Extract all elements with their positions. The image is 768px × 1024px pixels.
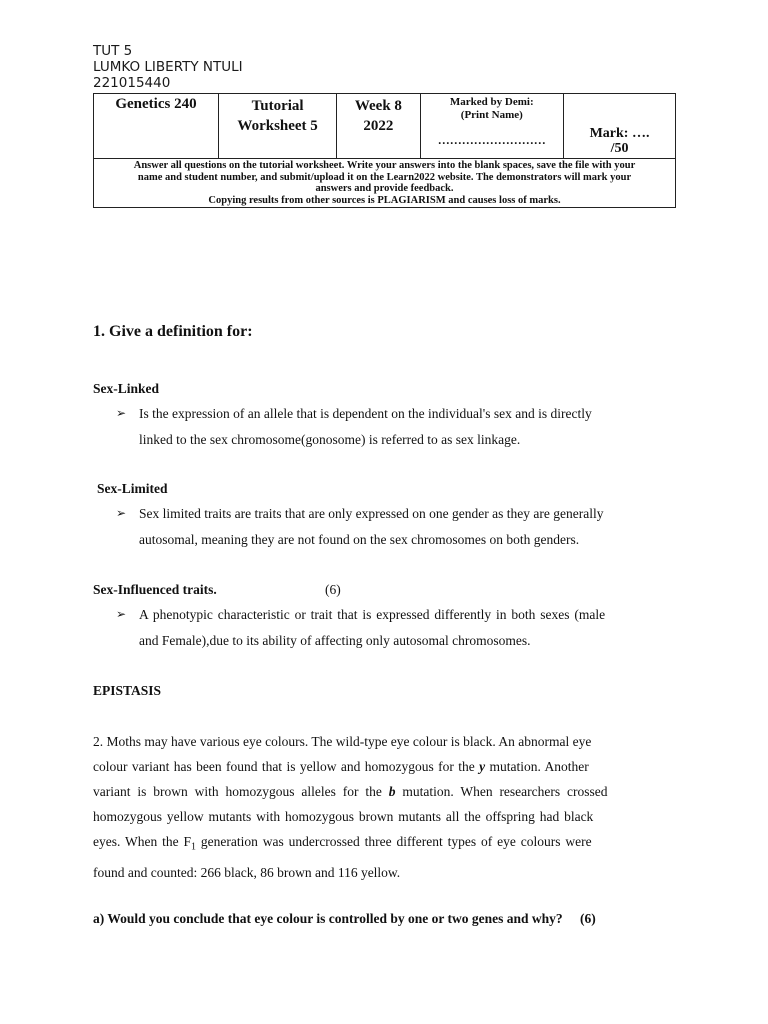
answer-line: linked to the sex chromosome(gonosome) is referred to as sex linkage. xyxy=(139,432,521,447)
marked-by-cell xyxy=(420,94,563,159)
worksheet-label: Worksheet 5 xyxy=(237,118,318,134)
tut-label: TUT 5 xyxy=(93,43,133,59)
mark-cell xyxy=(564,94,676,159)
question-1-marks: (6) xyxy=(325,582,341,597)
mark-label: Mark: …. xyxy=(589,126,650,141)
instructions-cell xyxy=(94,159,676,208)
week-label: Week 8 xyxy=(354,98,402,114)
term-sex-limited: Sex-Limited xyxy=(97,481,168,496)
week-cell xyxy=(337,94,420,159)
q2-line: homozygous yellow mutants with homozygous brown mutants all the offspring had black xyxy=(93,809,594,824)
answer-line: Sex limited traits are traits that are only expressed on one gender as they are generally xyxy=(139,506,604,521)
term-sex-linked: Sex-Linked xyxy=(93,381,160,396)
answer-line: and Female),due to its ability of affecting only autosomal chromosomes. xyxy=(139,633,531,648)
tutorial-label: Tutorial xyxy=(251,98,304,114)
tutorial-cell xyxy=(218,94,336,159)
student-name: LUMKO LIBERTY NTULI xyxy=(93,59,243,75)
course-name: Genetics 240 xyxy=(115,96,197,112)
mark-total: /50 xyxy=(610,141,629,156)
student-number: 221015440 xyxy=(93,75,171,91)
answer-sex-influenced xyxy=(139,602,679,654)
answer-line: autosomal, meaning they are not found on the sex chromosomes on both genders. xyxy=(139,532,580,547)
answer-sex-linked xyxy=(139,401,679,453)
print-name-label: (Print Name) xyxy=(460,109,523,121)
course-cell xyxy=(94,94,219,159)
arrow-bullet-icon: ➢ xyxy=(116,607,127,621)
question-1-heading: 1. Give a definition for: xyxy=(93,323,253,340)
worksheet-header-table xyxy=(93,93,676,208)
arrow-bullet-icon: ➢ xyxy=(116,406,127,420)
q2-line: 2. Moths may have various eye colours. The wild-type eye colour is black. An abnormal eye xyxy=(93,734,592,749)
q2-line: colour variant has been found that is yellow and homozygous for the y mutation. Another xyxy=(93,759,589,774)
instructions-line: name and student number, and submit/upload it on the Learn2022 website. The demonstrators will mark your xyxy=(137,171,632,183)
q2-line: found and counted: 266 black, 86 brown and 116 yellow. xyxy=(93,864,401,880)
question-2a xyxy=(93,911,596,927)
section-heading-epistasis: EPISTASIS xyxy=(93,683,162,698)
marked-by-label: Marked by Demi: xyxy=(449,96,534,108)
q2-line: eyes. When the $F_1$ generation was undercrossed three different types of eye colours were xyxy=(93,834,592,853)
instructions-line: Answer all questions on the tutorial worksheet. Write your answers into the blank spaces, save the file with your xyxy=(133,160,636,171)
marker-name-blank: ……………………… xyxy=(437,133,546,147)
arrow-bullet-icon: ➢ xyxy=(116,506,127,520)
answer-line: Is the expression of an allele that is dependent on the individual's sex and is directly xyxy=(139,406,592,421)
term-sex-influenced: Sex-Influenced traits. xyxy=(93,582,217,597)
answer-sex-limited xyxy=(139,501,679,553)
q2-line: variant is brown with homozygous alleles for the b mutation. When researchers crossed xyxy=(93,784,608,799)
plagiarism-warning: Copying results from other sources is PLAGIARISM and causes loss of marks. xyxy=(208,194,561,206)
year-label: 2022 xyxy=(363,118,394,134)
question-2-text xyxy=(93,729,676,885)
answer-line: A phenotypic characteristic or trait that is expressed differently in both sexes (male xyxy=(139,607,606,622)
question-2a-marks: (6) xyxy=(580,911,596,926)
instructions-line: answers and provide feedback. xyxy=(315,183,454,194)
question-2a-text: a) Would you conclude that eye colour is controlled by one or two genes and why? xyxy=(93,911,563,926)
